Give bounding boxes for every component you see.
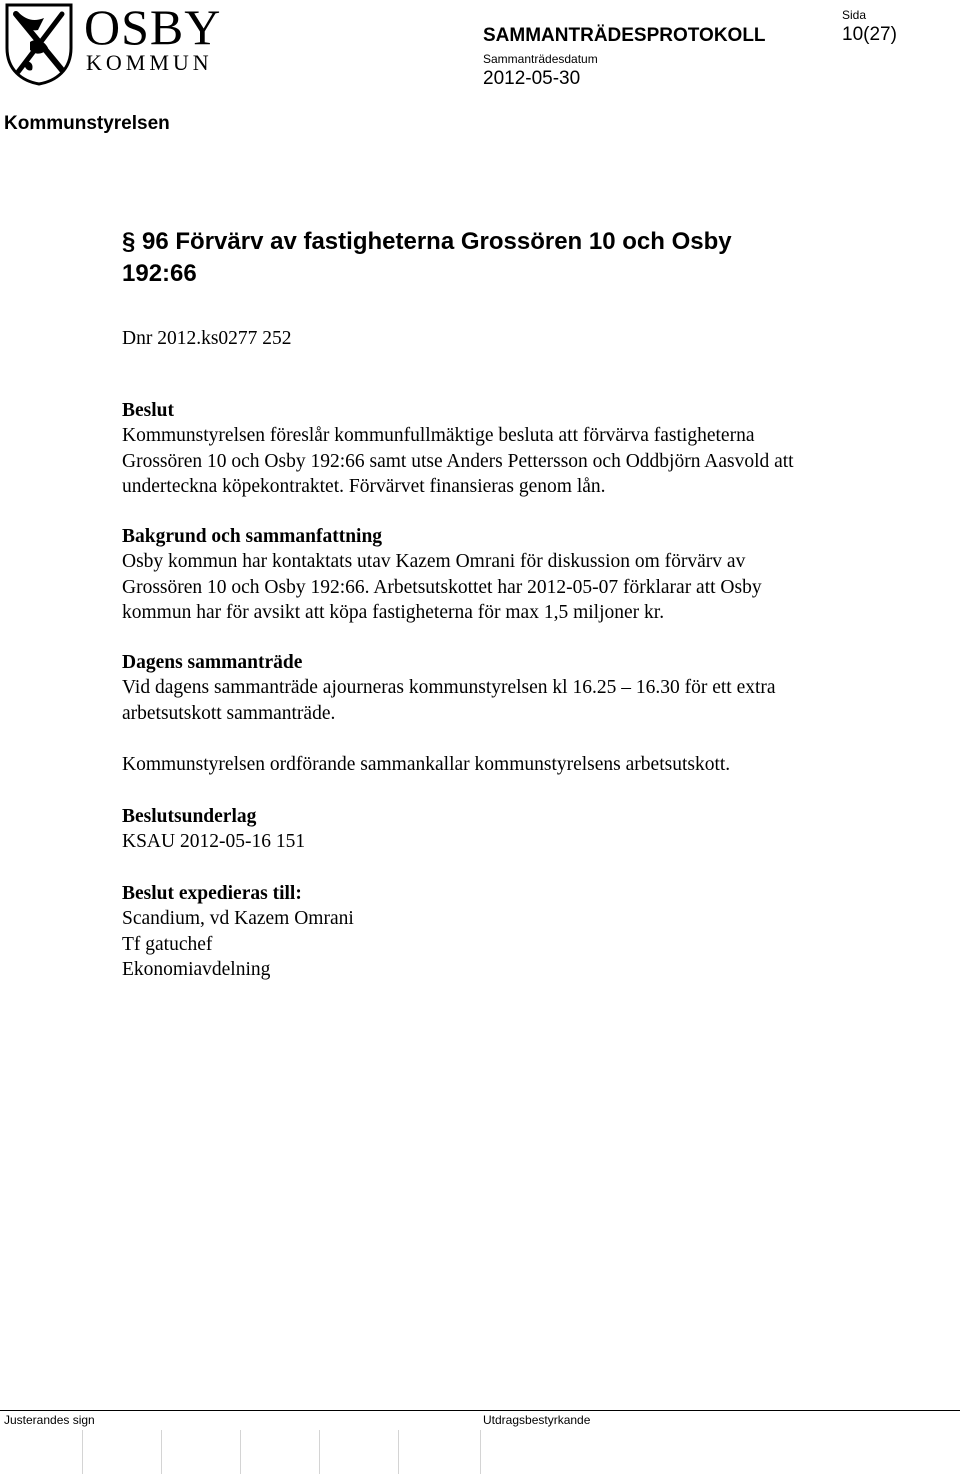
meeting-heading: Dagens sammanträde [122, 651, 303, 673]
signature-box [398, 1430, 399, 1474]
distribution-item: Ekonomiavdelning [122, 959, 271, 980]
adjuster-sign-label: Justerandes sign [4, 1413, 95, 1427]
page-number: 10(27) [842, 24, 897, 45]
section-title-line2: 192:66 [122, 260, 197, 287]
decision-basis-heading: Beslutsunderlag [122, 805, 257, 827]
signature-box [82, 1430, 83, 1474]
distribution-item: Tf gatuchef [122, 933, 213, 955]
distribution-heading: Beslut expedieras till: [122, 882, 302, 904]
signature-box [161, 1430, 162, 1474]
section-title [122, 226, 812, 290]
chair-text: Kommunstyrelsen ordförande sammankallar kommunstyrelsens arbetsutskott. [122, 754, 731, 775]
decision-text: Kommunstyrelsen föreslår kommunfullmäktige besluta att förvärva fastigheterna Grossören 10 och Osby 192:66 samt utse Anders Pettersson och Oddbjörn Aasvold att underteckna köpekontraktet. Förvärvet finansieras genom lån. [122, 425, 794, 497]
signature-box [240, 1430, 241, 1474]
meeting-text: Vid dagens sammanträde ajourneras kommunstyrelsen kl 16.25 – 16.30 för ett extra arbetsutskott sammanträde. [122, 677, 776, 724]
decision-basis-text: KSAU 2012-05-16 151 [122, 831, 306, 852]
distribution-item: Scandium, vd Kazem Omrani [122, 908, 354, 929]
page-label: Sida [842, 8, 867, 22]
signature-box [319, 1430, 320, 1474]
footer-divider [0, 1410, 960, 1411]
logo-wordmark-osby: OSBY [84, 0, 222, 55]
meeting-date-label: Sammanträdesdatum [483, 52, 598, 66]
decision-heading: Beslut [122, 399, 175, 421]
extract-certification-box [480, 1430, 481, 1474]
logo-wordmark-kommun: KOMMUN [86, 50, 213, 75]
background-heading: Bakgrund och sammanfattning [122, 525, 383, 547]
osby-coat-of-arms-logo [4, 2, 74, 86]
extract-certification-label: Utdragsbestyrkande [483, 1413, 591, 1427]
section-symbol: § [122, 228, 136, 255]
board-name: Kommunstyrelsen [4, 113, 170, 134]
protocol-section [122, 226, 812, 983]
document-type: SAMMANTRÄDESPROTOKOLL [483, 25, 766, 46]
section-title-line1: 96 Förvärv av fastigheterna Grossören 10 och Osby [142, 228, 732, 255]
registration-number: Dnr 2012.ks0277 252 [122, 328, 292, 349]
meeting-date-value: 2012-05-30 [483, 68, 581, 89]
background-text: Osby kommun har kontaktats utav Kazem Omrani för diskussion om förvärv av Grossören 10 och Osby 192:66. Arbetsutskottet har 2012-05-07 förklarar att Osby kommun har för avsikt att köpa fastigheterna för max 1,5 miljoner kr. [122, 551, 762, 623]
